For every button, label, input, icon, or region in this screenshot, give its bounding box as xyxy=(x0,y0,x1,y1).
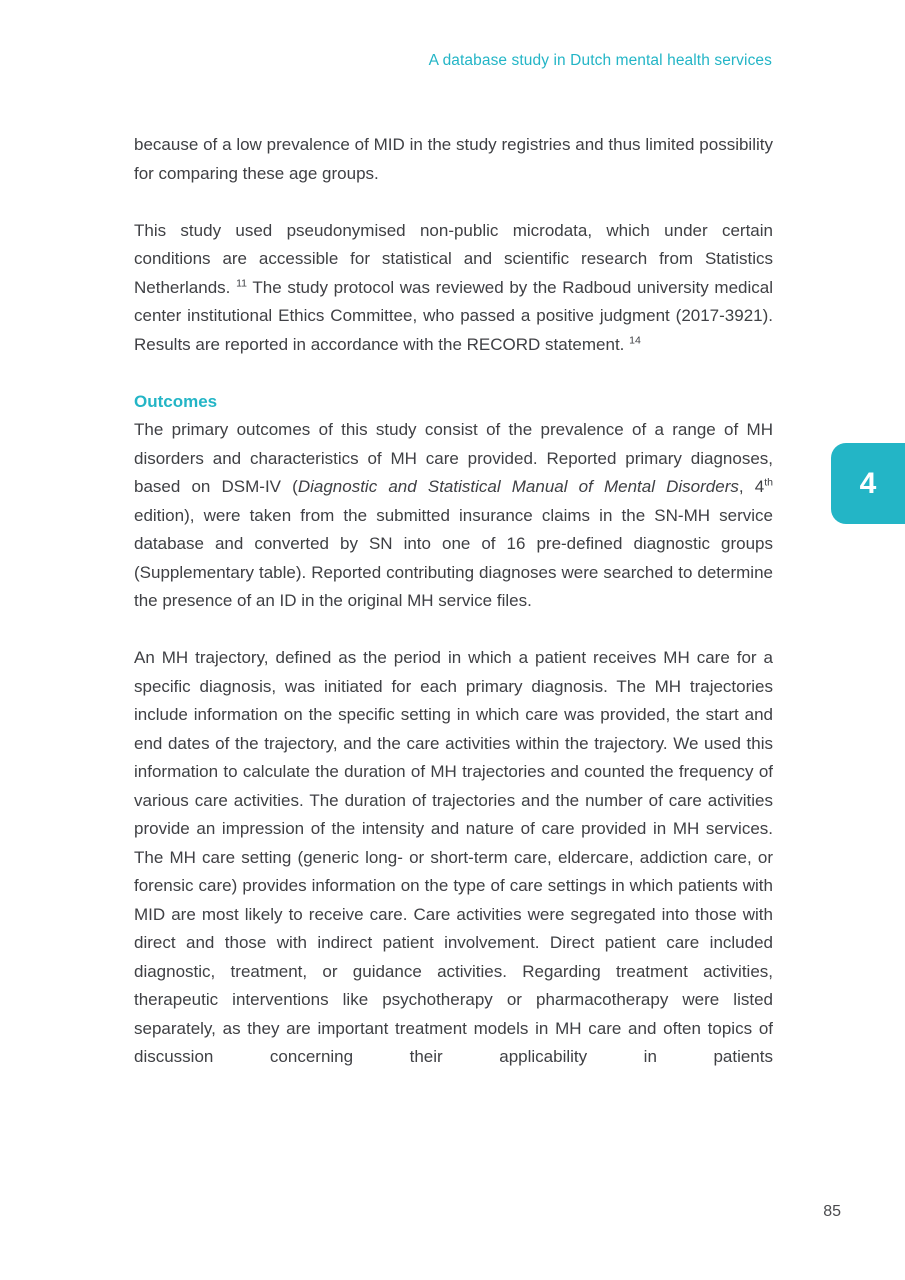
text-block xyxy=(134,131,773,1072)
running-header: A database study in Dutch mental health services xyxy=(428,52,772,69)
chapter-tab: 4 xyxy=(831,443,905,524)
paragraph-mh-trajectory: An MH trajectory, defined as the period in which a patient receives MH care for a specific diagnosis, was initiated for each primary diagnosis. The MH trajectories include information on the specific setting in which care was provided, the start and end dates of the trajectory, and the care activities within the trajectory. We used this information to calculate the duration of MH trajectories and counted the frequency of various care activities. The duration of trajectories and the number of care activities provide an impression of the intensity and nature of care provided in MH services. The MH care setting (generic long- or short-term care, eldercare, addiction care, or forensic care) provides information on the type of care settings in which patients with MID are most likely to receive care. Care activities were segregated into those with direct and those with indirect patient involvement. Direct patient care included diagnostic, treatment, or guidance activities. Regarding treatment activities, therapeutic interventions like psychotherapy or pharmacotherapy were listed separately, as they are important treatment models in MH care and often topics of discussion concerning their applicability in patients xyxy=(134,648,773,1066)
paragraph-primary-outcomes: The primary outcomes of this study consist of the prevalence of a range of MH disorders and characteristics of MH care provided. Reported primary diagnoses, based on DSM-IV (Diagnostic and Statistical Manual of Mental Disorders, 4th edition), were taken from the submitted insurance claims in the SN-MH service database and converted by SN into one of 16 pre-defined diagnostic groups (Supplementary table). Reported contributing diagnoses were searched to determine the presence of an ID in the original MH service files. xyxy=(134,420,773,610)
page-number: 85 xyxy=(823,1203,841,1220)
paragraph-ethics: This study used pseudonymised non-public microdata, which under certain conditions are accessible for statistical and scientific research from Statistics Netherlands. $^{11}$ The study protocol was reviewed by the Radboud university medical center institutional Ethics Committee, who passed a positive judgment (2017-3921). Results are reported in accordance with the RECORD statement. $^{14}$ xyxy=(134,220,773,354)
section-heading-outcomes: Outcomes xyxy=(134,391,218,411)
paragraph-intro: because of a low prevalence of MID in the study registries and thus limited possibility for comparing these age groups. xyxy=(134,135,773,183)
